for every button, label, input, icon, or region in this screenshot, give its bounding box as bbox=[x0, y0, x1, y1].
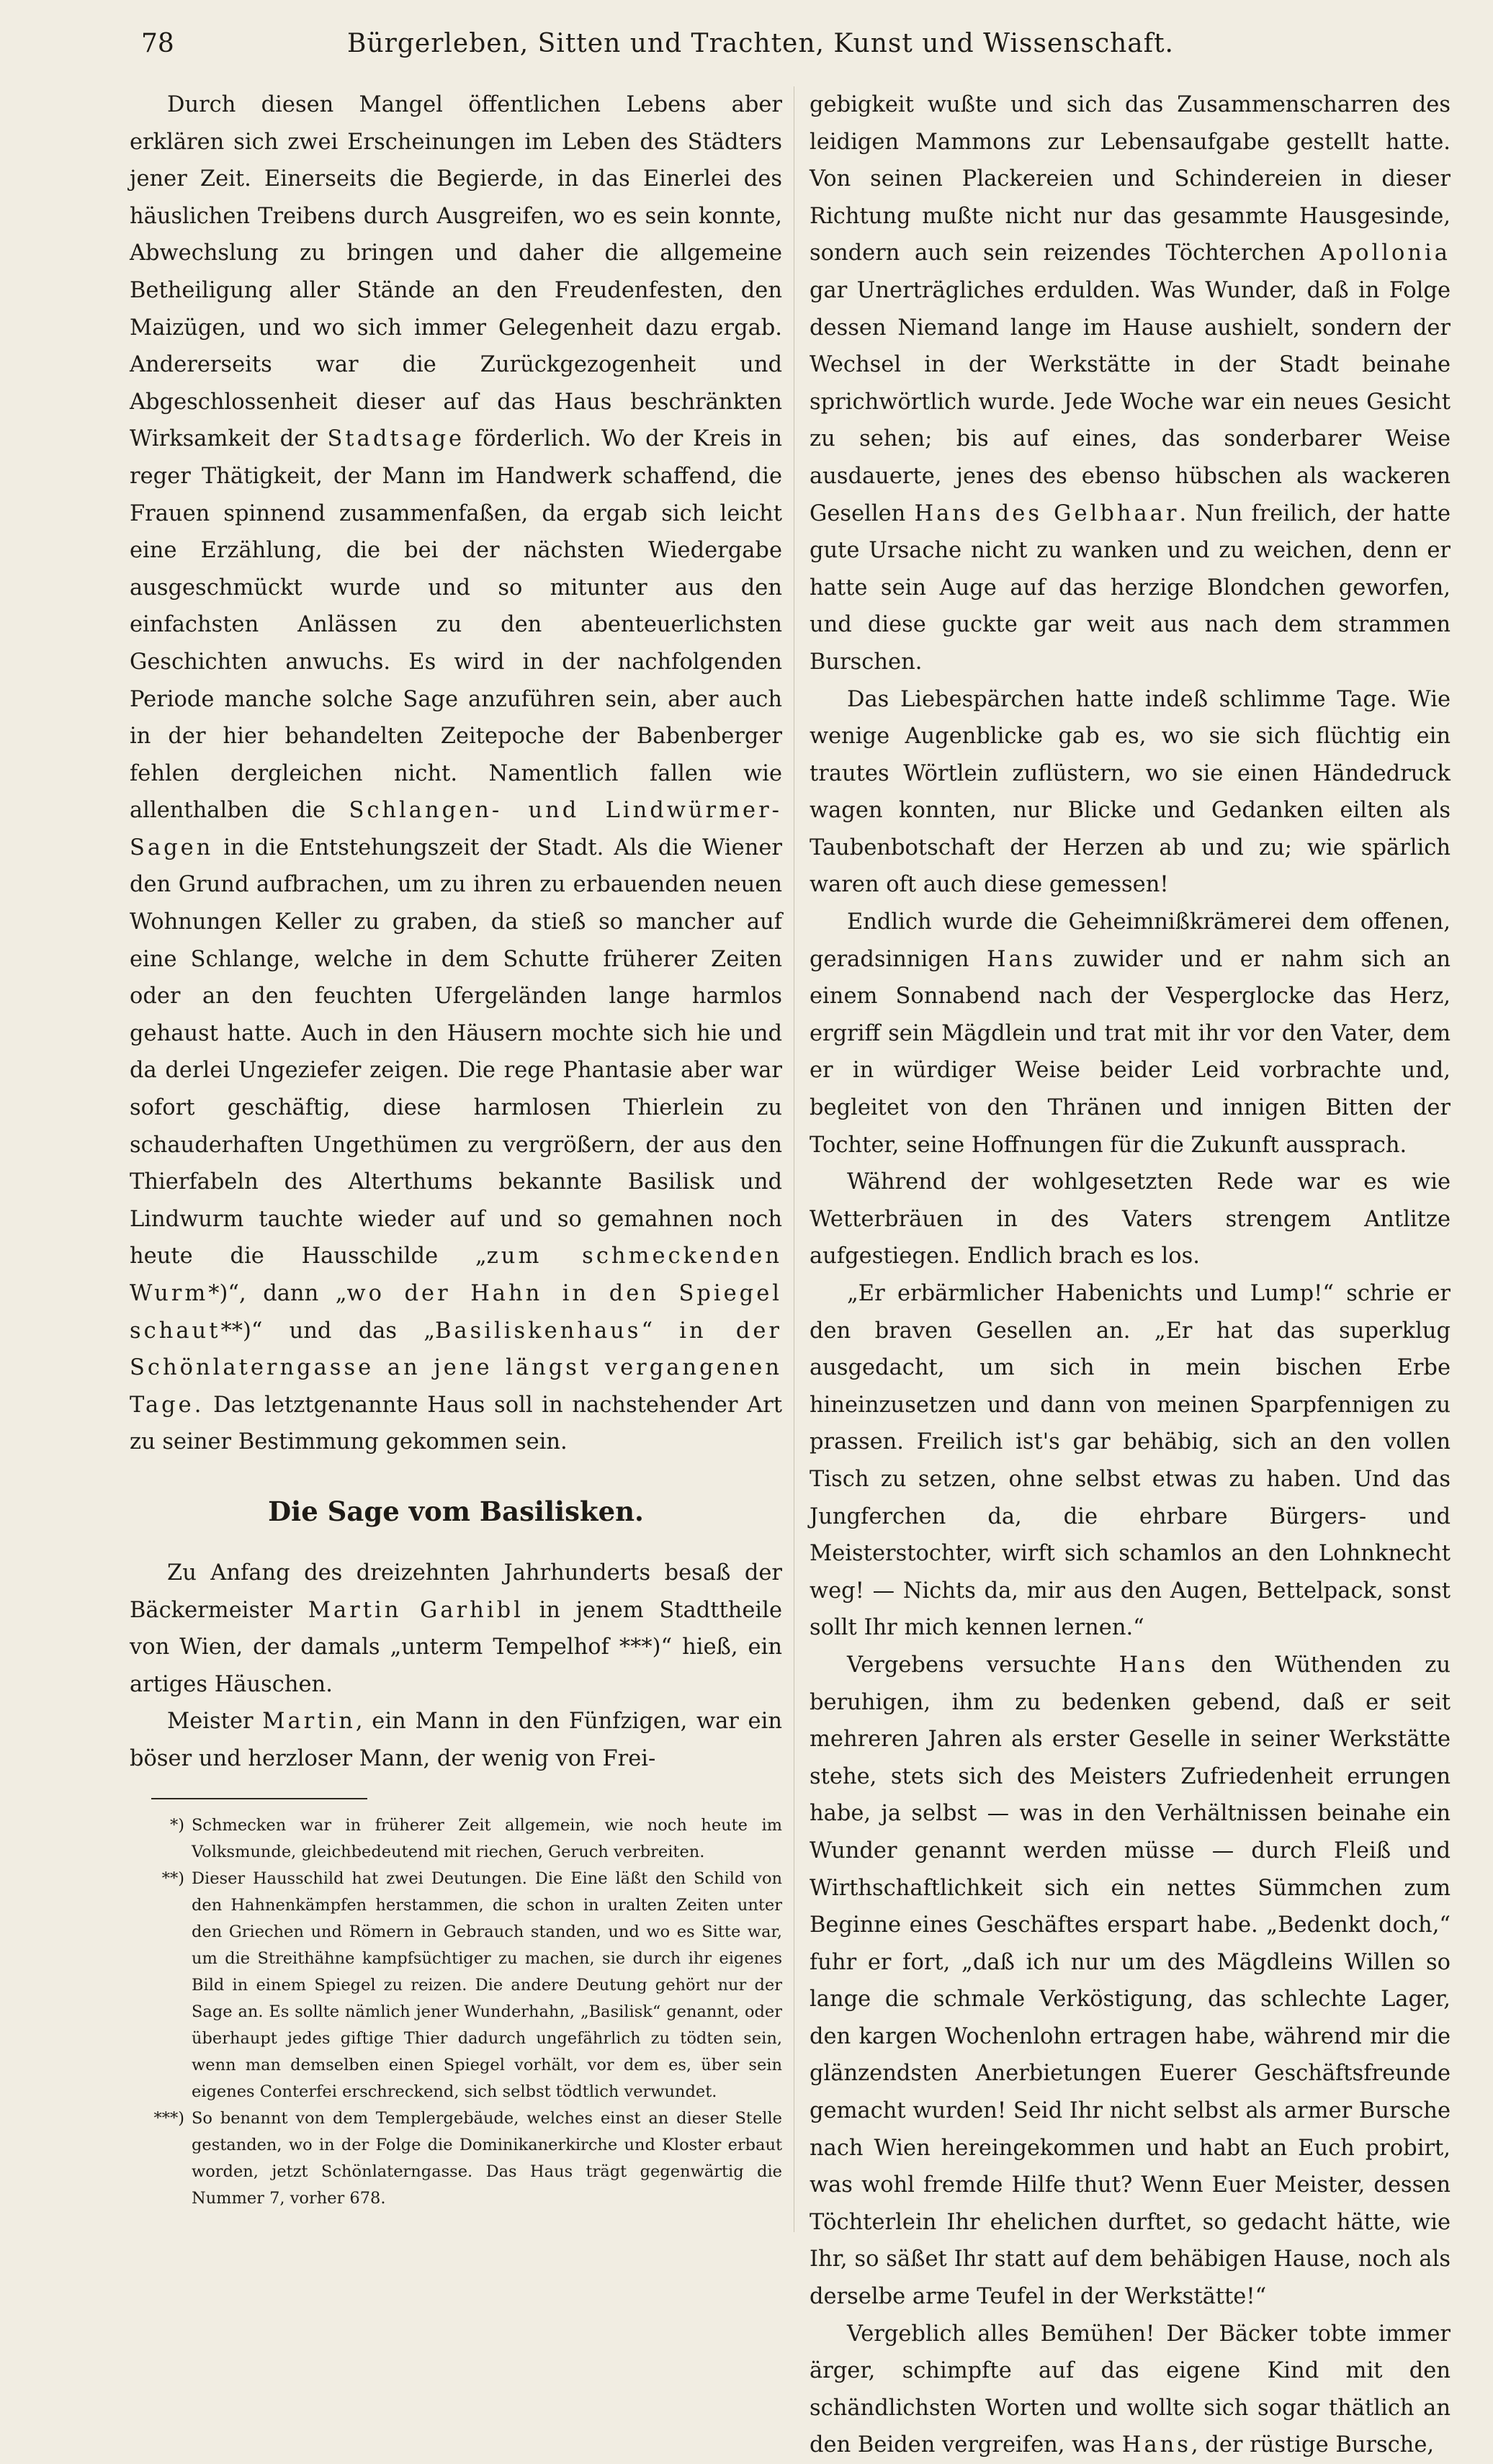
right-paragraph-2: Das Liebespärchen hatte indeß schlimme Tage. Wie wenige Augenblicke gab es, wo sie sich flüchtig ein trautes Wörtlein zuflüstern, wo sie einen Händedruck wagen konnten, nur Blicke und Gedanken eilten als Taubenbotschaft der Herzen ab und zu; wie spärlich waren oft auch diese gemessen! bbox=[810, 686, 1451, 898]
spaced-term: Hans bbox=[986, 946, 1057, 972]
text-run: den Wüthenden zu beruhigen, ihm zu bedenken gebend, daß er seit mehreren Jahren als erster Geselle in seiner Werkstätte stehe, stets sich des Meisters Zufriedenheit errungen habe, ja selbst — was in den Verhältnissen beinahe ein Wunder genannt werden müsse — durch Fleiß und Wirthschaftlichkeit sich ein nettes Sümmchen zum Beginne eines Geschäftes erspart habe. „Bedenkt doch,“ fuhr er fort, „daß ich nur um des Mägdleins Willen so lange die schmale Verköstigung, das schlechte Lager, den kargen Wochenlohn ertragen habe, während mir die glänzendsten Anerbietungen Euerer Geschäftsfreunde gemacht wurden! Seid Ihr nicht selbst als armer Bursche nach Wien hereingekommen und habt an Euch probirt, was wohl fremde Hilfe thut? Wenn Euer Meister, dessen Töchterlein Ihr ehelichen durftet, so gedacht hätte, wie Ihr, so säßet Ihr statt auf dem behäbigen Hause, noch als derselbe arme Teufel in der Werkstätte!“ bbox=[810, 1652, 1451, 2310]
text-run: **)“ und das „ bbox=[220, 1318, 435, 1344]
text-run: , der rüstige Bursche, bbox=[1191, 2432, 1435, 2458]
footnote-mark: **) bbox=[161, 1869, 184, 1888]
text-run: gar Unerträgliches erdulden. Was Wunder, daß in Folge dessen Niemand lange im Hause aushielt, sondern der Wechsel in der Werkstätte in der Stadt beinahe sprichwörtlich wurde. Jede Woche war ein neues Gesicht zu sehen; bis auf eines, das sonderbarer Weise ausdauerte, jenes des ebenso hübschen als wackeren Gesellen bbox=[810, 277, 1451, 526]
text-run: *)“, dann „ bbox=[208, 1281, 347, 1306]
running-title: Bürgerleben, Sitten und Trachten, Kunst und Wissenschaft. bbox=[347, 29, 1174, 58]
spaced-term: Stadtsage bbox=[327, 426, 465, 452]
footnote-mark: *) bbox=[169, 1815, 184, 1835]
right-paragraph-3 bbox=[810, 904, 1451, 1164]
text-run: “ bbox=[641, 1318, 653, 1344]
footnote-2 bbox=[130, 1866, 782, 2105]
page-header bbox=[141, 29, 1380, 69]
text-run: zuwider und er nahm sich an einem Sonnabend nach der Vesperglocke das Herz, ergriff sein Mägdlein und trat mit ihr vor den Vater, dem er in würdiger Weise beider Leid vorbrachte und, begleitet von den Thränen und innigen Bitten der Tochter, seine Hoffnungen für die Zukunft aussprach. bbox=[810, 946, 1451, 1158]
text-run: Durch diesen Mangel öffentlichen Lebens aber erklären sich zwei Erscheinungen im Leben des Städters jener Zeit. Einerseits die Begierde, in das Einerlei des häuslichen Treibens durch Ausgreifen, wo es sein konnte, Abwechslung zu bringen und daher die allgemeine Betheiligung aller Stände an den Freudenfesten, den Maizügen, und wo sich immer Gelegenheit dazu ergab. Andererseits war die Zurückgezogenheit und Abgeschlossenheit dieser auf das Haus beschränkten Wirksamkeit der bbox=[130, 92, 782, 452]
right-paragraph-7 bbox=[810, 2316, 1451, 2464]
spaced-term: wo der Hahn in den Spiegel schaut bbox=[130, 1281, 782, 1344]
left-paragraph-3 bbox=[130, 1703, 782, 1777]
text-run: , ein Mann in den Fünfzigen, war ein böser und herzloser Mann, der wenig von Frei- bbox=[130, 1709, 782, 1771]
right-paragraph-4: Während der wohlgesetzten Rede war es wie Wetterbräuen in des Vaters strengem Antlitze aufgestiegen. Endlich brach es los. bbox=[810, 1169, 1451, 1269]
text-run: Vergebens versuchte bbox=[847, 1652, 1097, 1678]
footnote-text: So benannt von dem Templergebäude, welches einst an dieser Stelle gestanden, wo in der Folge die Dominikanerkirche und Kloster erbaut worden, jetzt Schönlaterngasse. Das Haus trägt gegenwärtig die Nummer 7, vorher 678. bbox=[192, 2108, 782, 2208]
spaced-term: Martin bbox=[262, 1709, 356, 1735]
text-run: . Nun freilich, der hatte gute Ursache nicht zu wanken und zu weichen, denn er hatte sein Auge auf das herzige Blondchen geworfen, und diese guckte gar weit aus nach dem strammen Burschen. bbox=[810, 500, 1451, 675]
footnote-text: Dieser Hausschild hat zwei Deutungen. Die Eine läßt den Schild von den Hahnenkämpfen herstammen, die schon in uralten Zeiten unter den Griechen und Römern in Gebrauch standen, und wo es Sitte war, um die Streithähne kampfsüchtiger zu machen, sie durch ihr eigenes Bild in einem Spiegel zu reizen. Die andere Deutung gehört nur der Sage an. Es sollte nämlich jener Wunderhahn, „Basilisk“ genannt, oder überhaupt jedes giftige Thier dadurch ungefährlich zu tödten sein, wenn man demselben einen Spiegel vorhält, vor dem es, über sein eigenes Conterfei erschreckend, sich selbst tödtlich verwundet. bbox=[192, 1869, 782, 2101]
spaced-term: Basiliskenhaus bbox=[435, 1318, 642, 1344]
right-column bbox=[810, 86, 1451, 2464]
spaced-term: zum schmeckenden Wurm bbox=[130, 1244, 782, 1306]
spaced-term: Hans bbox=[1118, 1652, 1188, 1678]
left-paragraph-1 bbox=[130, 86, 782, 1461]
text-run: Das letztgenannte Haus soll in nachstehender Art zu seiner Bestimmung gekommen sein. bbox=[130, 1392, 782, 1455]
footnote-1 bbox=[130, 1812, 782, 1866]
page-number: 78 bbox=[141, 29, 174, 58]
left-column bbox=[130, 86, 782, 2212]
text-run: Vergeblich alles Bemühen! Der Bäcker tobte immer ärger, schimpfte auf das eigene Kind mit den schändlichsten Worten und wollte sich sogar thätlich an den Beiden vergreifen, was bbox=[810, 2321, 1451, 2458]
text-run: in die Entstehungszeit der Stadt. Als die Wiener den Grund aufbrachen, um zu ihren zu erbauenden neuen Wohnungen Keller zu graben, da stieß so mancher auf eine Schlange, welche in dem Schutte früherer Zeiten oder an den feuchten Ufergeländen lange harmlos gehaust hatte. Auch in den Häusern mochte sich hie und da derlei Ungeziefer zeigen. Die rege Phantasie aber war sofort geschäftig, diese harmlosen Thierlein zu schauderhaften Ungethümen zu vergrößern, der aus den Thierfabeln des Alterthums bekannte Basilisk und Lindwurm tauchte wieder auf und so gemahnen noch heute die Hausschilde „ bbox=[130, 835, 782, 1269]
right-paragraph-6 bbox=[810, 1647, 1451, 2316]
footnote-3 bbox=[130, 2105, 782, 2212]
spaced-term: Schlangen- und Lindwürmer-Sagen bbox=[130, 798, 782, 860]
text-run: Meister bbox=[167, 1709, 254, 1735]
text-run: förderlich. Wo der Kreis in reger Thätigkeit, der Mann im Handwerk schaffend, die Frauen spinnend zusammenfaßen, da ergab sich leicht eine Erzählung, die bei der nächsten Wiedergabe ausgeschmückt wurde und so mitunter aus den einfachsten Anlässen zu den abenteuerlichsten Geschichten anwuchs. Es wird in der nachfolgenden Periode manche solche Sage anzuführen sein, aber auch in der hier behandelten Zeitepoche der Babenberger fehlen dergleichen nicht. Namentlich fallen wie allenthalben die bbox=[130, 426, 782, 824]
text-run: Endlich wurde die Geheimnißkrämerei dem offenen, geradsinnigen bbox=[810, 909, 1451, 972]
right-paragraph-5: „Er erbärmlicher Habenichts und Lump!“ schrie er den braven Gesellen an. „Er hat das superklug ausgedacht, um sich in mein bischen Erbe hineinzusetzen und dann von meinen Sparpfennigen zu prassen. Freilich ist's gar behäbig, sich an den vollen Tisch zu setzen, ohne selbst etwas zu haben. Und das Jungferchen da, die ehrbare Bürgers- und Meisterstochter, wirft sich schamlos an den Lohnknecht weg! — Nichts da, mir aus den Augen, Bettelpack, sonst sollt Ihr mich kennen lernen.“ bbox=[810, 1281, 1451, 1641]
spaced-term: Martin Garhibl bbox=[308, 1597, 524, 1623]
text-run: gebigkeit wußte und sich das Zusammenscharren des leidigen Mammons zur Lebensaufgabe gestellt hatte. Von seinen Plackereien und Schindereien in dieser Richtung mußte nicht nur das gesammte Hausgesinde, sondern auch sein reizendes Töchterchen bbox=[810, 92, 1451, 266]
footnotes bbox=[130, 1812, 782, 2212]
spaced-term: Hans bbox=[1121, 2432, 1191, 2458]
footnote-rule bbox=[151, 1798, 367, 1799]
footnote-text: Schmecken war in früherer Zeit allgemein, wie noch heute im Volksmunde, gleichbedeutend mit riechen, Geruch verbreiten. bbox=[192, 1815, 782, 1861]
footnote-mark: ***) bbox=[153, 2108, 184, 2128]
spaced-term: in der Schönlaterngasse an jene längst vergangenen Tage. bbox=[130, 1318, 782, 1418]
section-title: Die Sage vom Basilisken. bbox=[268, 1495, 644, 1527]
spaced-term: Apollonia bbox=[1319, 240, 1451, 266]
text-run: in jenem Stadttheile von Wien, der damals „unterm Tempelhof ***)“ hieß, ein artiges Häuschen. bbox=[130, 1597, 782, 1697]
spaced-term: Hans des Gelbhaar bbox=[914, 500, 1180, 526]
text-run: Zu Anfang des dreizehnten Jahrhunderts besaß der Bäckermeister bbox=[130, 1560, 782, 1623]
right-paragraph-1 bbox=[810, 86, 1451, 681]
left-paragraph-2 bbox=[130, 1555, 782, 1703]
